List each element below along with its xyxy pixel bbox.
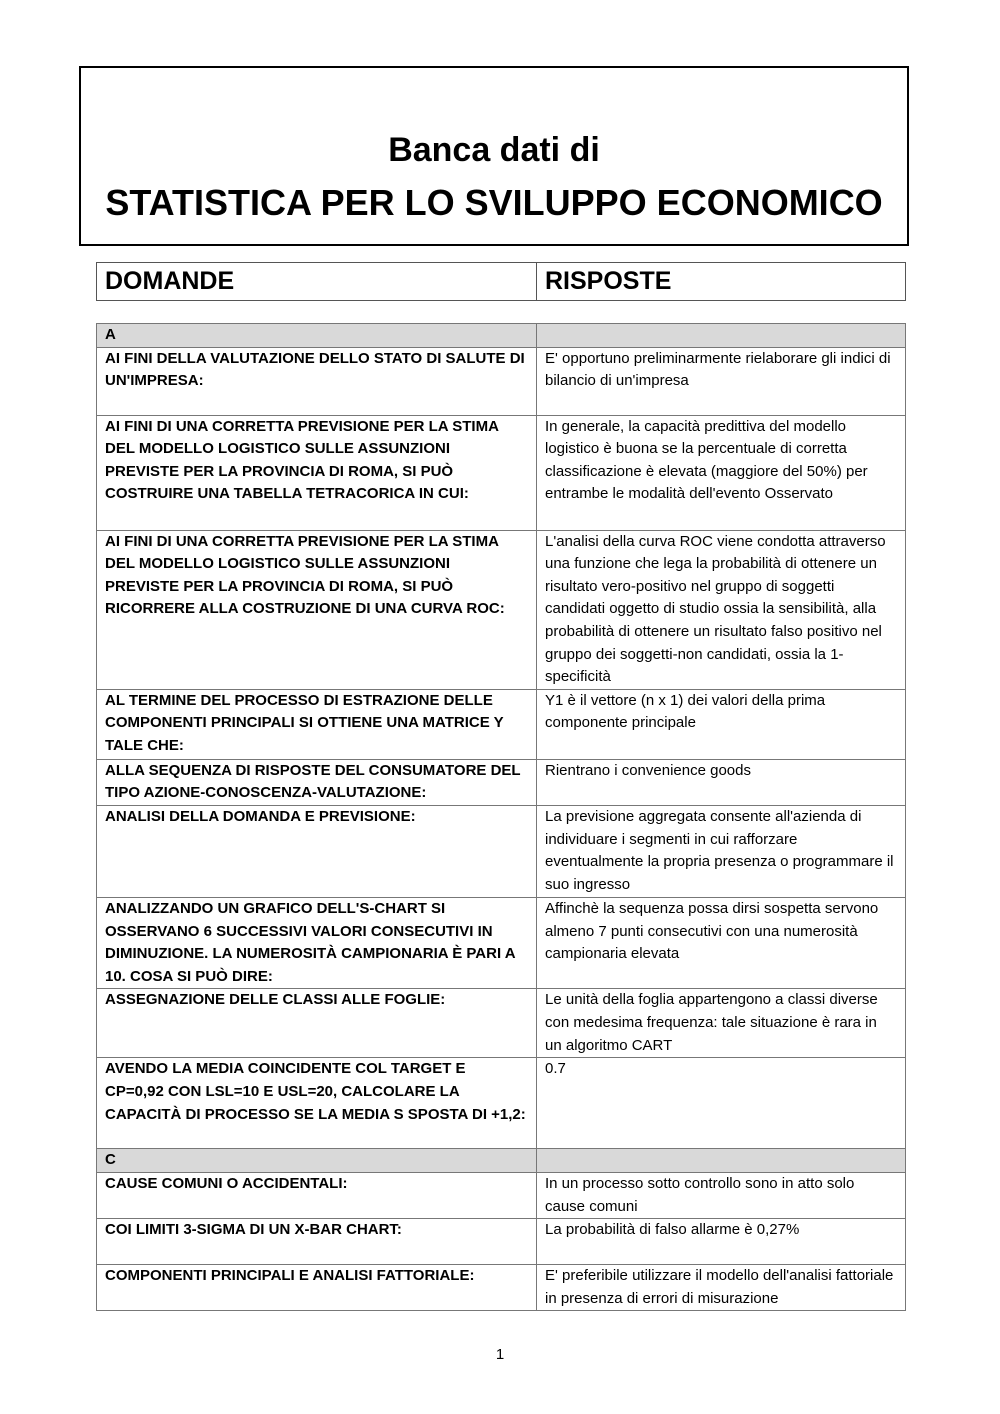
question-cell: AVENDO LA MEDIA COINCIDENTE COL TARGET E CP=0,92 CON LSL=10 E USL=20, CALCOLARE LA CAPACITÀ DI PROCESSO SE LA MEDIA S SPOSTA DI +1,2: <box>97 1058 537 1149</box>
answer-cell: Y1 è il vettore (n x 1) dei valori della prima componente principale <box>537 689 906 759</box>
answer-cell: La previsione aggregata consente all'azienda di individuare i segmenti in cui rafforzare eventualmente la propria presenza o programmare il suo ingresso <box>537 805 906 897</box>
document-title-line-1: Banca dati di <box>388 131 600 169</box>
question-cell: ANALIZZANDO UN GRAFICO DELL'S-CHART SI OSSERVANO 6 SUCCESSIVI VALORI CONSECUTIVI IN DIMINUZIONE. LA NUMEROSITÀ CAMPIONARIA È PARI A 10. COSA SI PUÒ DIRE: <box>97 897 537 988</box>
table-row <box>97 1265 906 1311</box>
table-row <box>97 759 906 805</box>
section-letter: C <box>97 1149 537 1173</box>
answer-cell: Le unità della foglia appartengono a classi diverse con medesima frequenza: tale situazione è rara in un algoritmo CART <box>537 989 906 1058</box>
answers-column-header: RISPOSTE <box>537 263 906 301</box>
answer-cell: In generale, la capacità predittiva del modello logistico è buona se la percentuale di corretta classificazione è elevata (maggiore del 50%) per entrambe le modalità dell'evento Osservato <box>537 415 906 530</box>
question-cell: AI FINI DI UNA CORRETTA PREVISIONE PER LA STIMA DEL MODELLO LOGISTICO SULLE ASSUNZIONI PREVISTE PER LA PROVINCIA DI ROMA, SI PUÒ RICORRERE ALLA COSTRUZIONE DI UNA CURVA ROC: <box>97 530 537 689</box>
question-cell: ANALISI DELLA DOMANDA E PREVISIONE: <box>97 805 537 897</box>
answer-cell: E' opportuno preliminarmente rielaborare gli indici di bilancio di un'impresa <box>537 347 906 415</box>
qa-table <box>96 323 906 1311</box>
table-row <box>97 689 906 759</box>
section-blank <box>537 1149 906 1173</box>
table-row <box>97 1058 906 1149</box>
section-row-c <box>97 1149 906 1173</box>
table-row <box>97 415 906 530</box>
column-header-table <box>96 262 906 301</box>
question-cell: COI LIMITI 3-SIGMA DI UN X-BAR CHART: <box>97 1219 537 1265</box>
table-row <box>97 989 906 1058</box>
answer-cell: Rientrano i convenience goods <box>537 759 906 805</box>
table-row <box>97 1219 906 1265</box>
answer-cell: In un processo sotto controllo sono in atto solo cause comuni <box>537 1172 906 1218</box>
answer-cell: La probabilità di falso allarme è 0,27% <box>537 1219 906 1265</box>
question-cell: AI FINI DI UNA CORRETTA PREVISIONE PER LA STIMA DEL MODELLO LOGISTICO SULLE ASSUNZIONI PREVISTE PER LA PROVINCIA DI ROMA, SI PUÒ COSTRUIRE UNA TABELLA TETRACORICA IN CUI: <box>97 415 537 530</box>
answer-cell: 0.7 <box>537 1058 906 1149</box>
table-row <box>97 805 906 897</box>
section-row-a <box>97 324 906 348</box>
answer-cell: Affinchè la sequenza possa dirsi sospetta servono almeno 7 punti consecutivi con una numerosità campionaria elevata <box>537 897 906 988</box>
questions-column-header: DOMANDE <box>97 263 537 301</box>
question-cell: CAUSE COMUNI O ACCIDENTALI: <box>97 1172 537 1218</box>
question-cell: AL TERMINE DEL PROCESSO DI ESTRAZIONE DELLE COMPONENTI PRINCIPALI SI OTTIENE UNA MATRICE Y TALE CHE: <box>97 689 537 759</box>
answer-cell: E' preferibile utilizzare il modello dell'analisi fattoriale in presenza di errori di misurazione <box>537 1265 906 1311</box>
question-cell: ASSEGNAZIONE DELLE CLASSI ALLE FOGLIE: <box>97 989 537 1058</box>
table-row <box>97 1172 906 1218</box>
title-box <box>79 66 909 246</box>
page-number: 1 <box>495 1346 505 1363</box>
document-title-line-2: STATISTICA PER LO SVILUPPO ECONOMICO <box>105 182 883 223</box>
answer-cell: L'analisi della curva ROC viene condotta attraverso una funzione che lega la probabilità di ottenere un risultato vero-positivo nel gruppo di soggetti candidati oggetto di studio ossia la sensibilità, alla probabilità di ottenere un risultato falso positivo nel gruppo dei soggetti-non candidati, ossia la 1-specificità <box>537 530 906 689</box>
table-row <box>97 530 906 689</box>
table-row <box>97 897 906 988</box>
section-blank <box>537 324 906 348</box>
table-row <box>97 347 906 415</box>
question-cell: AI FINI DELLA VALUTAZIONE DELLO STATO DI SALUTE DI UN'IMPRESA: <box>97 347 537 415</box>
question-cell: ALLA SEQUENZA DI RISPOSTE DEL CONSUMATORE DEL TIPO AZIONE-CONOSCENZA-VALUTAZIONE: <box>97 759 537 805</box>
question-cell: COMPONENTI PRINCIPALI E ANALISI FATTORIALE: <box>97 1265 537 1311</box>
section-letter: A <box>97 324 537 348</box>
